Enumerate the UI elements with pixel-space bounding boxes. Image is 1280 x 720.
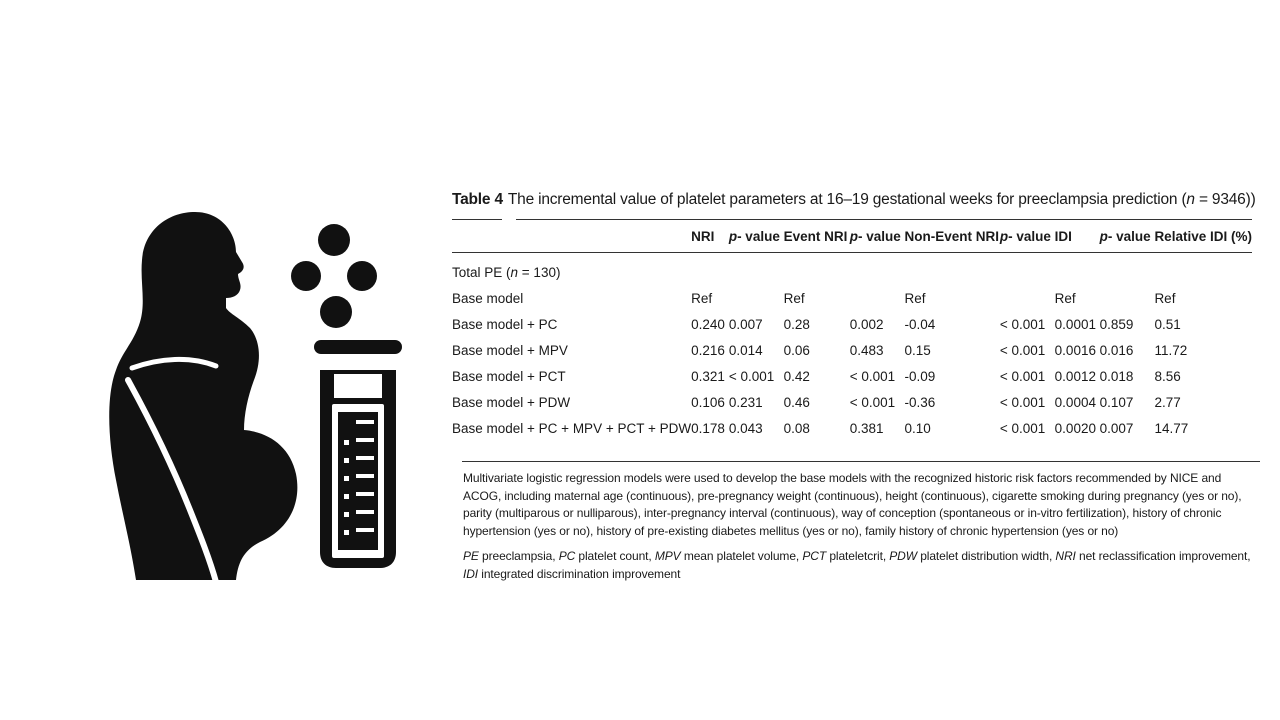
table-cell: 0.016 bbox=[1099, 342, 1134, 358]
table-cell: 0.51 bbox=[1154, 316, 1181, 332]
table-cell: 0.321 bbox=[691, 368, 725, 384]
caption-n-variable: n bbox=[1186, 191, 1195, 208]
table-cell: 0.178 bbox=[691, 420, 725, 436]
table-row bbox=[452, 363, 1252, 389]
table-caption: Table 4 The incremental value of platelet parameters at 16–19 gestational weeks for preeclampsia prediction (n = 9346)) bbox=[452, 191, 1256, 208]
table-cell: 8.56 bbox=[1154, 368, 1181, 384]
header-event-nri-p: p- value bbox=[850, 223, 905, 253]
table-cell: 0.28 bbox=[783, 316, 810, 332]
table-cell: 0.216 bbox=[691, 342, 725, 358]
table-cell: 0.107 bbox=[1099, 394, 1134, 410]
caption-n-value: = 9346) bbox=[1194, 191, 1251, 208]
table-cell bbox=[850, 285, 905, 311]
table-cell: 2.77 bbox=[1154, 394, 1181, 410]
table-cell: 0.381 bbox=[849, 420, 884, 436]
table-cell: < 0.001 bbox=[999, 394, 1046, 410]
table-label: Table 4 bbox=[452, 191, 503, 208]
table-cell: Ref bbox=[904, 290, 926, 306]
table-cell: -0.36 bbox=[904, 394, 936, 410]
table-row bbox=[452, 285, 1252, 311]
blood-cell-right bbox=[347, 261, 377, 291]
pregnant-woman-test-tube-icon bbox=[40, 190, 440, 590]
table-cell: Ref bbox=[691, 290, 713, 306]
header-nonevent-nri: Non-Event NRI bbox=[905, 223, 1000, 253]
table-cell: 0.0004 bbox=[1054, 394, 1096, 410]
tube-cap bbox=[314, 340, 402, 354]
pregnancy-blood-test-illustration bbox=[40, 190, 440, 590]
table-cell: < 0.001 bbox=[999, 420, 1046, 436]
header-relative-idi: Relative IDI (%) bbox=[1154, 223, 1252, 253]
caption-rule bbox=[452, 211, 1260, 223]
table-row bbox=[452, 389, 1252, 415]
table-cell: 0.0012 bbox=[1054, 368, 1096, 384]
table-cell: < 0.001 bbox=[999, 316, 1046, 332]
table-cell: 0.043 bbox=[728, 420, 763, 436]
table-cell: 0.0001 bbox=[1054, 316, 1096, 332]
header-nonevent-nri-p: p- value bbox=[1000, 223, 1055, 253]
table-footnotes bbox=[463, 470, 1260, 583]
row-label: Base model + PC + MPV + PCT + PDW bbox=[452, 420, 692, 436]
table-cell: 0.240 bbox=[691, 316, 725, 332]
table-cell: 0.08 bbox=[783, 420, 810, 436]
header-event-nri: Event NRI bbox=[784, 223, 850, 253]
table-cell: 0.859 bbox=[1099, 316, 1134, 332]
header-blank bbox=[452, 223, 691, 253]
table-cell: < 0.001 bbox=[849, 394, 896, 410]
row-label: Base model bbox=[452, 290, 524, 306]
table-cell: Ref bbox=[1154, 290, 1176, 306]
table-cell: 0.10 bbox=[904, 420, 931, 436]
table-cell: 14.77 bbox=[1154, 420, 1189, 436]
group-label: Total PE (n = 130) bbox=[452, 264, 561, 280]
header-row bbox=[452, 223, 1252, 253]
row-label: Base model + PC bbox=[452, 316, 558, 332]
table-cell: 0.018 bbox=[1099, 368, 1134, 384]
caption-text: The incremental value of platelet parameters at 16–19 gestational weeks for preeclampsia prediction ( bbox=[507, 191, 1187, 208]
table-cell: 0.231 bbox=[728, 394, 763, 410]
table-cell: 0.42 bbox=[783, 368, 810, 384]
table-cell: 0.014 bbox=[728, 342, 763, 358]
table-4 bbox=[452, 189, 1260, 583]
table-cell bbox=[1100, 285, 1155, 311]
table-cell: < 0.001 bbox=[728, 368, 775, 384]
blood-cell-left bbox=[291, 261, 321, 291]
table-cell: -0.04 bbox=[904, 316, 936, 332]
table-cell: 0.46 bbox=[783, 394, 810, 410]
footnote-base-model: Multivariate logistic regression models were used to develop the base models with the recognized historic risk factors recommended by NICE and ACOG, including maternal age (continuous), pre-pregnancy weight (continuous), height (continuous), cigarette smoking during pregnancy (yes or no), parity (multiparous or nulliparous), inter-pregnancy interval (continuous), way of conception (spontaneous or in-vitro fertilization), history of chronic hypertension (yes or no), history of pre-existing diabetes mellitus (yes or no), family history of chronic hypertension (yes or no) bbox=[463, 471, 1242, 538]
table-cell: 0.483 bbox=[849, 342, 884, 358]
table-cell: 0.106 bbox=[691, 394, 725, 410]
group-row bbox=[452, 253, 1252, 286]
header-idi: IDI bbox=[1055, 223, 1100, 253]
table-cell: Ref bbox=[1054, 290, 1076, 306]
header-nri-p: p- value bbox=[729, 223, 784, 253]
footnote-abbreviations: PE preeclampsia, PC platelet count, MPV mean platelet volume, PCT plateletcrit, PDW platelet distribution width, NRI net reclassification improvement, IDI integrated discrimination improvement bbox=[463, 549, 1251, 581]
row-label: Base model + PCT bbox=[452, 368, 566, 384]
footnote-rule bbox=[462, 461, 1260, 462]
table-cell bbox=[1000, 285, 1055, 311]
header-nri: NRI bbox=[691, 223, 729, 253]
blood-cell-bottom bbox=[320, 296, 352, 328]
table-cell: 11.72 bbox=[1154, 342, 1188, 358]
table-cell: 0.06 bbox=[783, 342, 810, 358]
table-cell: -0.09 bbox=[904, 368, 936, 384]
table-cell: < 0.001 bbox=[999, 342, 1046, 358]
blood-cell-top bbox=[318, 224, 350, 256]
table-cell: Ref bbox=[783, 290, 805, 306]
table-cell: 0.0016 bbox=[1054, 342, 1096, 358]
table-cell: < 0.001 bbox=[849, 368, 896, 384]
table-cell: 0.002 bbox=[849, 316, 884, 332]
table-cell: 0.0020 bbox=[1054, 420, 1096, 436]
table-cell: 0.007 bbox=[1099, 420, 1134, 436]
table-cell: 0.15 bbox=[904, 342, 931, 358]
row-label: Base model + MPV bbox=[452, 342, 568, 358]
table-cell: < 0.001 bbox=[999, 368, 1046, 384]
data-table bbox=[452, 223, 1252, 441]
table-row bbox=[452, 311, 1252, 337]
header-idi-p: p- value bbox=[1100, 223, 1155, 253]
table-row bbox=[452, 337, 1252, 363]
row-label: Base model + PDW bbox=[452, 394, 571, 410]
table-row bbox=[452, 415, 1252, 441]
table-cell bbox=[729, 285, 784, 311]
table-cell: 0.007 bbox=[728, 316, 763, 332]
